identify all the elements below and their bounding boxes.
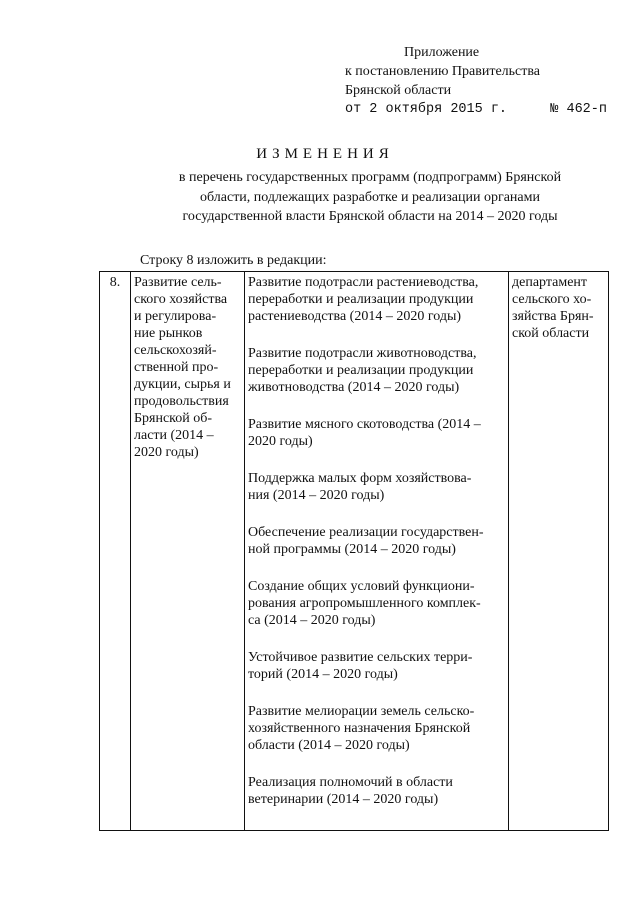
subprogram-item: Устойчивое развитие сельских терри- торий (2014 – 2020 годы) [248, 650, 473, 682]
subtitle-line: области, подлежащих разработке и реализации органами [200, 189, 540, 205]
subprogram-item: Развитие мелиорации земель сельско- хозяйственного назначения Брянской области (2014 – 2020 годы) [248, 704, 475, 753]
subprograms-cell [245, 272, 509, 831]
document-subtitle [150, 168, 590, 227]
subprogram-item: Развитие подотрасли животноводства, переработки и реализации продукции животноводства (2014 – 2020 годы) [248, 346, 477, 395]
subprogram-item: Развитие мясного скотоводства (2014 – 2020 годы) [248, 417, 481, 449]
intro-text: Строку 8 изложить в редакции: [140, 253, 327, 268]
appendix-region-line: Брянской области [345, 83, 452, 98]
subprogram-item: Развитие подотрасли растениеводства, переработки и реализации продукции растениеводства (2014 – 2020 годы) [248, 275, 479, 324]
subtitle-line: государственной власти Брянской области на 2014 – 2020 годы [182, 209, 558, 224]
executor-cell: департамент сельского хо- зяйства Брян- ской области [509, 272, 609, 831]
subprogram-item: Реализация полномочий в области ветеринарии (2014 – 2020 годы) [248, 775, 453, 807]
program-name-cell: Развитие сель- ского хозяйства и регулирова- ние рынков сельскохозяй- ственной про- дукции, сырья и продовольствия Брянской об- ласти (2014 – 2020 годы) [131, 272, 245, 831]
subprogram-item: Обеспечение реализации государствен- ной программы (2014 – 2020 годы) [248, 525, 484, 557]
document-title: ИЗМЕНЕНИЯ [256, 146, 394, 162]
resolution-number: № 462-п [550, 102, 607, 117]
appendix-block [345, 43, 625, 119]
appendix-date-line [345, 100, 607, 119]
subprogram-item: Создание общих условий функциони- рования агропромышленного комплек- са (2014 – 2020 годы) [248, 579, 481, 628]
subprogram-item: Поддержка малых форм хозяйствова- ния (2014 – 2020 годы) [248, 471, 472, 503]
changes-table [99, 271, 609, 831]
appendix-title: Приложение [404, 45, 480, 60]
row-number-cell: 8. [100, 272, 131, 831]
resolution-date: от 2 октября 2015 г. [345, 102, 508, 117]
table-row [100, 272, 609, 831]
appendix-resolution-line: к постановлению Правительства [345, 64, 541, 79]
subtitle-line: в перечень государственных программ (подпрограмм) Брянской [178, 170, 562, 185]
